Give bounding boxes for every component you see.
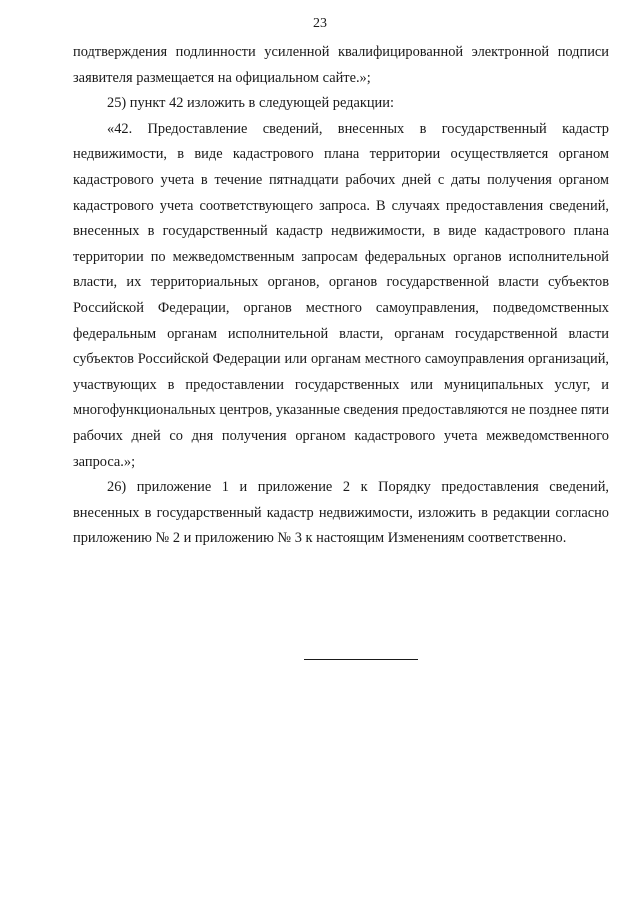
paragraph-item-26: 26) приложение 1 и приложение 2 к Порядку предоставления сведений, внесенных в государственный кадастр недвижимости, изложить в редакции согласно приложению № 2 и приложению № 3 к настоящим Изменениям соответственно.: [73, 479, 609, 547]
document-body: [73, 40, 609, 552]
paragraph-item-25: 25) пункт 42 изложить в следующей редакции:: [107, 95, 394, 112]
paragraph-signature-verification: подтверждения подлинности усиленной квалифицированной электронной подписи заявителя размещается на официальном сайте.»;: [73, 44, 609, 86]
page-number: 23: [313, 16, 327, 31]
closing-rule: [304, 659, 418, 660]
paragraph-clause-42: «42. Предоставление сведений, внесенных в государственный кадастр недвижимости, в виде кадастрового плана территории осуществляется органом кадастрового учета в течение пятнадцати рабочих дней с даты получения органом кадастрового учета соответствующего запроса. В случаях предоставления сведений, внесенных в государственный кадастр недвижимости, в виде кадастрового плана территории по межведомственным запросам федеральных органов исполнительной власти, их территориальных органов, органов государственной власти субъектов Российской Федерации, органов местного самоуправления, подведомственных федеральным органам исполнительной власти, органам государственной власти субъектов Российской Федерации или органам местного самоуправления организаций, участвующих в предоставлении государственных или муниципальных услуг, и многофункциональных центров, указанные сведения предоставляются не позднее пяти рабочих дней со дня получения органом кадастрового учета межведомственного запроса.»;: [73, 120, 610, 470]
